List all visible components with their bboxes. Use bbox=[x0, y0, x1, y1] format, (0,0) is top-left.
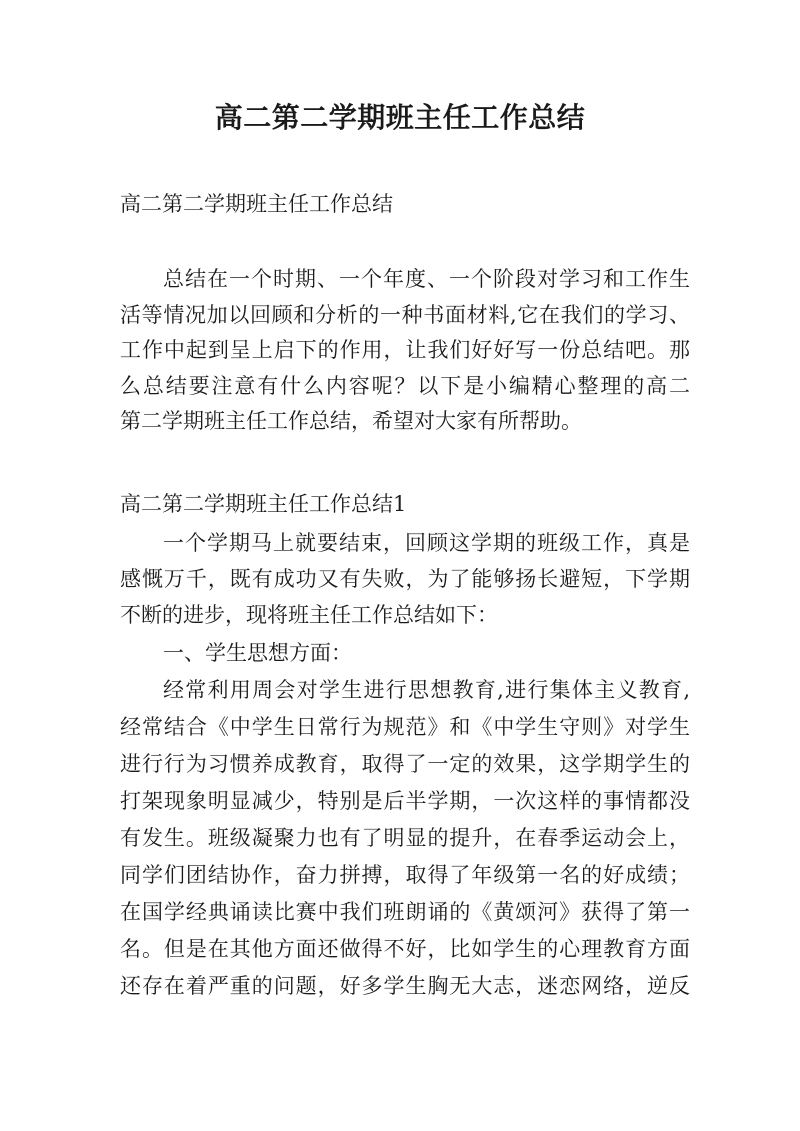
section-line-1: 一个学期马上就要结束，回顾这学期的班级工作，真是 bbox=[163, 531, 690, 555]
intro-line-3: 工作中起到呈上启下的作用，让我们好好写一份总结吧。那 bbox=[120, 338, 690, 362]
body-line-3: 进行行为习惯养成教育，取得了一定的效果，这学期学生的 bbox=[120, 752, 690, 776]
body-line-4: 打架现象明显减少，特别是后半学期，一次这样的事情都没 bbox=[120, 789, 690, 813]
body-line-9: 还存在着严重的问题，好多学生胸无大志，迷恋网络，逆反 bbox=[120, 974, 690, 998]
document-subtitle: 高二第二学期班主任工作总结 bbox=[120, 192, 393, 216]
section-line-3: 不断的进步，现将班主任工作总结如下： bbox=[120, 603, 498, 627]
section-heading: 高二第二学期班主任工作总结1 bbox=[120, 492, 407, 516]
intro-line-2: 活等情况加以回顾和分析的一种书面材料,它在我们的学习、 bbox=[120, 303, 690, 327]
body-line-6: 同学们团结协作，奋力拼搏，取得了年级第一名的好成绩； bbox=[120, 863, 690, 887]
body-line-2: 经常结合《中学生日常行为规范》和《中学生守则》对学生 bbox=[120, 715, 690, 739]
body-line-5: 有发生。班级凝聚力也有了明显的提升，在春季运动会上， bbox=[120, 826, 690, 850]
section-line-2: 感慨万千，既有成功又有失败，为了能够扬长避短，下学期 bbox=[120, 567, 690, 591]
body-line-8: 名。但是在其他方面还做得不好，比如学生的心理教育方面 bbox=[120, 937, 690, 961]
subheading: 一、学生思想方面： bbox=[163, 641, 352, 665]
intro-line-1: 总结在一个时期、一个年度、一个阶段对学习和工作生 bbox=[163, 267, 690, 291]
body-line-7: 在国学经典诵读比赛中我们班朗诵的《黄颂河》获得了第一 bbox=[120, 900, 690, 924]
document-title: 高二第二学期班主任工作总结 bbox=[214, 101, 586, 134]
intro-line-5: 第二学期班主任工作总结，希望对大家有所帮助。 bbox=[120, 409, 582, 433]
intro-line-4: 么总结要注意有什么内容呢？以下是小编精心整理的高二 bbox=[120, 374, 690, 398]
body-line-1: 经常利用周会对学生进行思想教育,进行集体主义教育, bbox=[163, 678, 690, 702]
